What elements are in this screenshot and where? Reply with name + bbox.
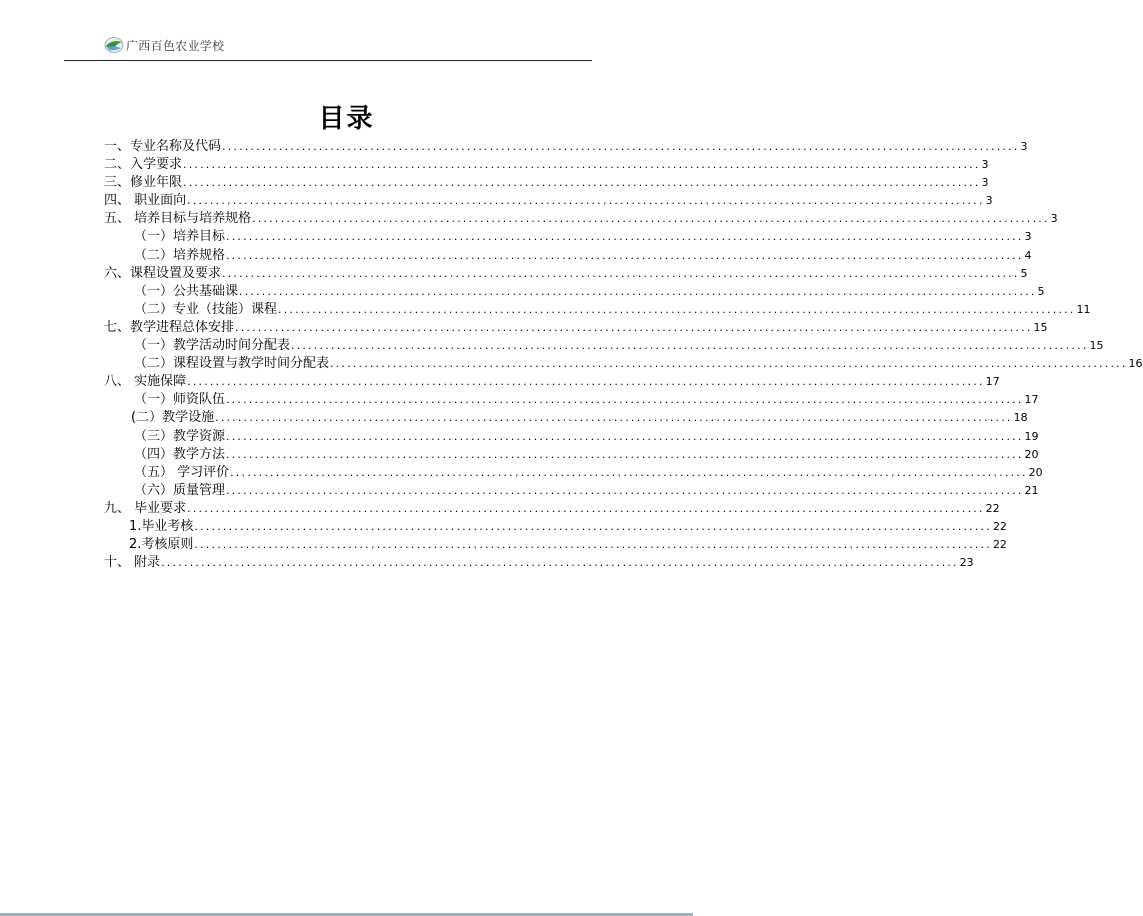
toc-entry-label: 五、 培养目标与培养规格 xyxy=(104,211,252,227)
toc-dot-leader: ............................................................................................................................................ xyxy=(194,538,992,552)
toc-entry[interactable] xyxy=(104,319,1048,337)
toc-entry-label: 九、 毕业要求 xyxy=(104,500,187,516)
toc-entry[interactable] xyxy=(104,391,1039,409)
toc-entry-page: 3 xyxy=(1020,140,1028,153)
toc-dot-leader: ............................................................................................................................................ xyxy=(230,465,1028,479)
toc-entry-label: 四、 职业面向 xyxy=(104,193,187,209)
toc-entry[interactable] xyxy=(104,536,1007,554)
toc-entry-page: 18 xyxy=(1013,411,1028,425)
toc-entry-page: 15 xyxy=(1089,339,1104,353)
toc-entry-page: 3 xyxy=(985,194,993,208)
toc-entry[interactable] xyxy=(104,409,1028,427)
toc-entry-label: （二）课程设置与教学时间分配表 xyxy=(134,356,330,372)
toc-dot-leader: ............................................................................................................................................ xyxy=(226,429,1024,443)
toc-entry[interactable] xyxy=(104,156,989,174)
toc-entry[interactable] xyxy=(104,355,1143,373)
toc-entry[interactable] xyxy=(104,210,1058,228)
toc-entry[interactable] xyxy=(104,228,1032,246)
toc-entry-page: 3 xyxy=(981,176,989,190)
toc-dot-leader: ............................................................................................................................................ xyxy=(187,375,985,389)
toc-entry[interactable] xyxy=(104,247,1032,265)
toc-dot-leader: ............................................................................................................................................ xyxy=(215,411,1013,425)
toc-entry-page: 20 xyxy=(1028,465,1043,479)
toc-entry-label: （二）专业（技能）课程 xyxy=(134,301,278,317)
toc-dot-leader: ............................................................................................................................................ xyxy=(222,266,1020,280)
toc-entry-label: （一）公共基础课 xyxy=(134,283,239,299)
toc-entry[interactable] xyxy=(104,554,974,572)
toc-entry-page: 17 xyxy=(1024,393,1039,407)
toc-dot-leader: ............................................................................................................................................ xyxy=(291,339,1089,353)
toc-entry-label: （二）培养规格 xyxy=(134,247,226,263)
toc-entry-label: （一）培养目标 xyxy=(134,229,226,245)
toc-entry-page: 3 xyxy=(1050,212,1058,226)
toc-entry-page: 16 xyxy=(1128,357,1143,371)
toc-entry[interactable] xyxy=(104,337,1104,355)
leaf-logo-icon xyxy=(104,36,124,54)
toc-entry[interactable] xyxy=(104,518,1007,536)
toc-entry-label: (二）教学设施 xyxy=(131,410,215,426)
toc-entry-page: 11 xyxy=(1076,302,1091,316)
toc-entry-page: 3 xyxy=(981,158,989,172)
toc-dot-leader: ............................................................................................................................................ xyxy=(226,447,1024,461)
toc-entry[interactable] xyxy=(104,373,1000,391)
toc-entry-page: 22 xyxy=(992,519,1007,533)
toc-entry[interactable] xyxy=(104,500,1000,518)
toc-entry-label: （一）教学活动时间分配表 xyxy=(134,338,291,354)
toc-dot-leader: ............................................................................................................................................ xyxy=(226,230,1024,244)
toc-entry-page: 4 xyxy=(1024,248,1032,262)
toc-dot-leader: ............................................................................................................................................ xyxy=(222,140,1020,153)
toc-entry-page: 19 xyxy=(1024,429,1039,443)
toc-entry-page: 20 xyxy=(1024,447,1039,461)
toc-dot-leader: ............................................................................................................................................ xyxy=(278,302,1076,316)
toc-dot-leader: ............................................................................................................................................ xyxy=(187,501,985,515)
toc-entry[interactable] xyxy=(104,301,1091,319)
toc-entry-label: 二、入学要求 xyxy=(104,157,183,173)
toc-entry-label: 八、 实施保障 xyxy=(104,374,187,390)
toc-entry-page: 21 xyxy=(1024,483,1039,497)
toc-entry[interactable] xyxy=(104,265,1028,283)
toc-entry-page: 22 xyxy=(992,538,1007,552)
toc-dot-leader: ............................................................................................................................................ xyxy=(330,357,1128,371)
toc-dot-leader: ............................................................................................................................................ xyxy=(226,483,1024,497)
toc-dot-leader: ............................................................................................................................................ xyxy=(161,556,959,570)
toc-entry[interactable] xyxy=(104,138,1028,156)
toc-entry[interactable] xyxy=(104,192,993,210)
toc-dot-leader: ............................................................................................................................................ xyxy=(183,176,981,190)
toc-dot-leader: ............................................................................................................................................ xyxy=(226,248,1024,262)
toc-entry[interactable] xyxy=(104,446,1039,464)
toc-entry-page: 3 xyxy=(1024,230,1032,244)
toc-entry-label: 十、 附录 xyxy=(104,555,161,571)
toc-entry-label: （四）教学方法 xyxy=(134,446,226,462)
toc-entry-label: （六）质量管理 xyxy=(134,482,226,498)
school-name: 广西百色农业学校 xyxy=(126,38,225,53)
toc-dot-leader: ............................................................................................................................................ xyxy=(252,212,1050,226)
toc-dot-leader: ............................................................................................................................................ xyxy=(187,194,985,208)
toc-entry[interactable] xyxy=(104,464,1043,482)
toc-entry-label: 1.毕业考核 xyxy=(129,518,194,534)
table-of-contents xyxy=(104,138,1143,572)
toc-entry[interactable] xyxy=(104,283,1045,301)
toc-entry-page: 5 xyxy=(1037,284,1045,298)
toc-dot-leader: ............................................................................................................................................ xyxy=(235,320,1033,334)
toc-entry-page: 15 xyxy=(1033,320,1048,334)
toc-entry-label: 三、修业年限 xyxy=(104,175,183,191)
toc-dot-leader: ............................................................................................................................................ xyxy=(226,393,1024,407)
toc-dot-leader: ............................................................................................................................................ xyxy=(239,284,1037,298)
toc-entry[interactable] xyxy=(104,482,1039,500)
toc-entry-label: 一、专业名称及代码 xyxy=(104,139,222,154)
toc-entry[interactable] xyxy=(104,174,989,192)
toc-dot-leader: ............................................................................................................................................ xyxy=(183,158,981,172)
toc-entry-page: 5 xyxy=(1020,266,1028,280)
toc-entry-page: 17 xyxy=(985,375,1000,389)
toc-entry-label: 六、课程设置及要求 xyxy=(104,265,222,281)
toc-entry-label: （三）教学资源 xyxy=(134,428,226,444)
toc-entry-label: 七、教学进程总体安排 xyxy=(104,319,235,335)
header-divider xyxy=(64,60,592,61)
toc-entry-label: （一）师资队伍 xyxy=(134,392,226,408)
toc-entry-label: （五） 学习评价 xyxy=(134,464,230,480)
page-header xyxy=(104,34,224,56)
toc-dot-leader: ............................................................................................................................................ xyxy=(194,519,992,533)
page-title: 目录 xyxy=(318,104,375,134)
toc-entry-page: 22 xyxy=(985,501,1000,515)
toc-entry-page: 23 xyxy=(959,556,974,570)
toc-entry-label: 2.考核原则 xyxy=(129,537,194,553)
toc-entry[interactable] xyxy=(104,428,1039,446)
